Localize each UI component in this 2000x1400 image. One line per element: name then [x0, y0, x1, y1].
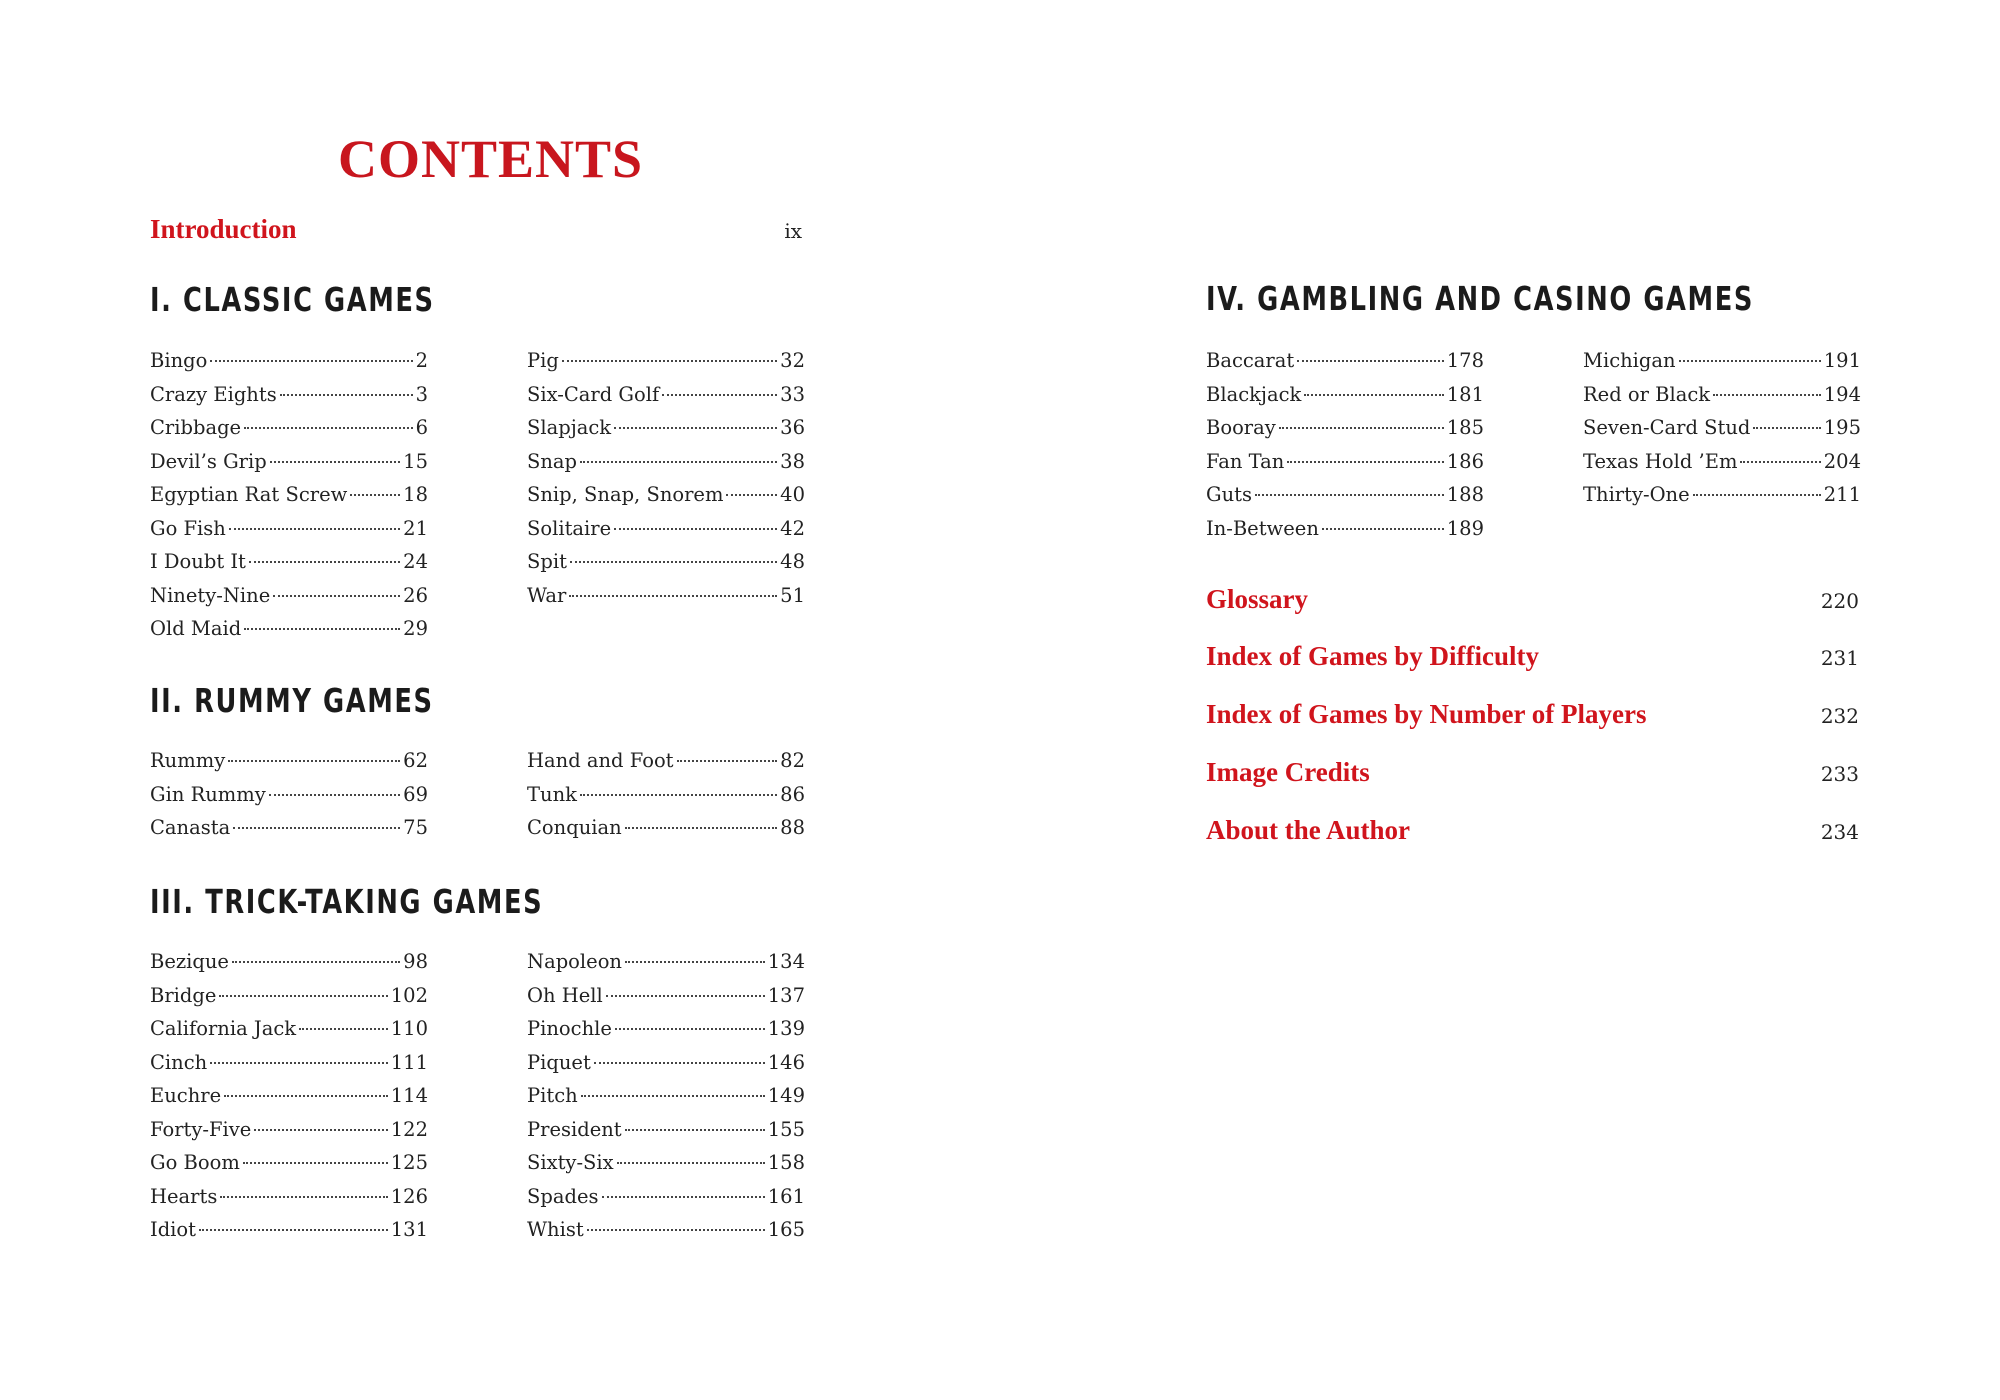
dot-leader [602, 1196, 765, 1198]
dot-leader [224, 1095, 388, 1097]
toc-entry-page: 125 [390, 1151, 428, 1174]
back-matter-page: 233 [1820, 762, 1859, 786]
toc-entry[interactable] [1583, 483, 1861, 517]
dot-leader [587, 1229, 765, 1231]
classic-games-column-2 [527, 349, 805, 617]
dot-leader [244, 427, 412, 429]
toc-entry-page: 33 [780, 382, 805, 406]
toc-entry-page: 158 [767, 1151, 805, 1174]
toc-entry-name: Slapjack [527, 416, 612, 439]
toc-entry[interactable] [150, 1218, 428, 1252]
toc-entry-page: 211 [1823, 483, 1861, 506]
dot-leader [625, 1129, 765, 1131]
back-matter-label: Index of Games by Number of Players [1206, 699, 1647, 729]
dot-leader [1322, 528, 1444, 530]
toc-entry-name: Whist [527, 1218, 584, 1241]
toc-entry[interactable] [150, 1118, 428, 1152]
toc-entry[interactable] [150, 416, 428, 450]
toc-entry-page: 134 [767, 950, 805, 973]
trick-taking-games-column-2 [527, 950, 805, 1252]
dot-leader [219, 995, 387, 997]
toc-entry-name: Napoleon [527, 950, 622, 973]
dot-leader [233, 827, 400, 829]
dot-leader [580, 794, 777, 796]
toc-index-by-players[interactable] [1206, 699, 1859, 730]
dot-leader [232, 961, 400, 963]
dot-leader [220, 1196, 387, 1198]
dot-leader [270, 461, 400, 463]
toc-entry-page: 110 [390, 1017, 428, 1040]
toc-entry-page: 42 [780, 516, 805, 540]
toc-entry-page: 181 [1446, 382, 1484, 406]
toc-entry[interactable] [527, 450, 805, 484]
toc-entry-name: Gin Rummy [150, 782, 266, 806]
toc-entry-page: 36 [780, 416, 805, 439]
toc-entry[interactable] [1206, 517, 1484, 551]
toc-entry-page: 185 [1446, 416, 1484, 439]
toc-entry-name: Sixty-Six [527, 1151, 614, 1174]
toc-entry-page: 139 [767, 1017, 805, 1040]
toc-entry[interactable] [1206, 450, 1484, 484]
toc-entry-name: In-Between [1206, 516, 1319, 540]
toc-entry[interactable] [150, 749, 428, 783]
toc-entry[interactable] [1583, 383, 1861, 417]
dot-leader [625, 961, 765, 963]
back-matter-page: 232 [1820, 704, 1859, 728]
dot-leader [580, 461, 777, 463]
toc-entry-name: Euchre [150, 1084, 222, 1107]
dot-leader [1287, 461, 1443, 463]
toc-entry-name: Bezique [150, 950, 229, 973]
back-matter-label: Index of Games by Difficulty [1206, 641, 1539, 671]
toc-entry-name: California Jack [150, 1017, 297, 1040]
toc-entry[interactable] [150, 783, 428, 817]
dot-leader [1679, 360, 1821, 362]
back-matter-page: 220 [1820, 589, 1859, 613]
dot-leader [1753, 427, 1820, 429]
toc-entry-page: 186 [1446, 449, 1484, 473]
dot-leader [570, 561, 777, 563]
toc-entry-page: 24 [403, 550, 428, 573]
toc-entry-page: 102 [390, 983, 428, 1007]
toc-entry-page: 6 [415, 416, 428, 439]
toc-entry-page: 86 [780, 782, 805, 806]
toc-entry[interactable] [150, 383, 428, 417]
toc-entry[interactable] [1206, 383, 1484, 417]
toc-entry-name: Piquet [527, 1050, 591, 1074]
toc-entry-page: 88 [780, 816, 805, 839]
dot-leader [280, 394, 413, 396]
toc-entry[interactable] [1583, 349, 1861, 383]
toc-entry-name: Go Fish [150, 516, 226, 540]
toc-entry-page: 2 [415, 349, 428, 372]
toc-entry-name: Egyptian Rat Screw [150, 483, 348, 506]
rummy-games-column-1 [150, 749, 428, 850]
right-page [1000, 0, 2000, 1400]
toc-about-the-author[interactable] [1206, 815, 1859, 846]
toc-image-credits[interactable] [1206, 757, 1859, 788]
dot-leader [1255, 494, 1444, 496]
toc-entry-name: Hand and Foot [527, 749, 674, 772]
toc-entry-page: 194 [1823, 382, 1861, 406]
toc-entry[interactable] [527, 1051, 805, 1085]
toc-entry[interactable] [150, 1084, 428, 1118]
toc-entry-name: Oh Hell [527, 983, 603, 1007]
dot-leader [210, 1062, 388, 1064]
dot-leader [210, 360, 412, 362]
dot-leader [249, 561, 400, 563]
dot-leader [662, 394, 777, 396]
toc-entry[interactable] [527, 1017, 805, 1051]
dot-leader [269, 794, 400, 796]
toc-entry-name: Seven-Card Stud [1583, 416, 1751, 439]
back-matter-label: About the Author [1206, 815, 1411, 845]
gambling-games-column-2 [1583, 349, 1861, 517]
toc-entry-page: 146 [767, 1050, 805, 1074]
toc-entry[interactable] [1206, 416, 1484, 450]
toc-entry-page: 75 [403, 816, 428, 839]
toc-entry-name: Six-Card Golf [527, 382, 660, 406]
toc-entry-name: Ninety-Nine [150, 583, 271, 607]
toc-entry[interactable] [150, 1017, 428, 1051]
dot-leader [1693, 494, 1821, 496]
toc-entry[interactable] [527, 584, 805, 618]
toc-entry[interactable] [527, 1084, 805, 1118]
section-title-gambling-and-casino-games: IV. GAMBLING AND CASINO GAMES [1206, 279, 1754, 318]
toc-entry-page: 62 [403, 749, 428, 772]
toc-entry-name: Crazy Eights [150, 382, 277, 406]
toc-introduction[interactable] [150, 214, 802, 245]
rummy-games-column-2 [527, 749, 805, 850]
dot-leader [199, 1229, 388, 1231]
toc-entry-page: 149 [767, 1084, 805, 1107]
toc-entry[interactable] [1583, 450, 1861, 484]
dot-leader [677, 760, 778, 762]
dot-leader [617, 1162, 765, 1164]
dot-leader [254, 1129, 387, 1131]
toc-entry-name: Devil’s Grip [150, 449, 267, 473]
toc-entry[interactable] [527, 816, 805, 850]
toc-glossary[interactable] [1206, 584, 1859, 615]
toc-entry-name: Texas Hold ’Em [1583, 449, 1738, 473]
dot-leader [1279, 427, 1444, 429]
toc-entry[interactable] [150, 950, 428, 984]
toc-entry[interactable] [527, 517, 805, 551]
dot-leader [229, 528, 400, 530]
toc-entry-name: Canasta [150, 816, 231, 839]
dot-leader [625, 827, 777, 829]
toc-entry-page: 188 [1446, 483, 1484, 506]
toc-entry-name: Red or Black [1583, 382, 1711, 406]
toc-entry[interactable] [527, 783, 805, 817]
toc-entry[interactable] [150, 550, 428, 584]
toc-entry[interactable] [527, 383, 805, 417]
gambling-games-column-1 [1206, 349, 1484, 550]
toc-entry-page: 161 [767, 1184, 805, 1208]
dot-leader [726, 494, 777, 496]
dot-leader [1297, 360, 1444, 362]
trick-taking-games-column-1 [150, 950, 428, 1252]
toc-entry-name: Conquian [527, 816, 622, 839]
toc-entry-name: War [527, 583, 567, 607]
toc-entry-name: Guts [1206, 483, 1252, 506]
toc-entry-page: 178 [1446, 349, 1484, 372]
toc-entry[interactable] [150, 584, 428, 618]
toc-entry-page: 38 [780, 449, 805, 473]
toc-entry-name: Forty-Five [150, 1117, 252, 1141]
dot-leader [581, 1095, 765, 1097]
dot-leader [594, 1062, 765, 1064]
toc-entry[interactable] [527, 416, 805, 450]
toc-entry[interactable] [150, 816, 428, 850]
section-title-trick-taking-games: III. TRICK-TAKING GAMES [150, 882, 544, 921]
toc-entry-name: Booray [1206, 416, 1276, 439]
dot-leader [1740, 461, 1820, 463]
toc-entry-name: Go Boom [150, 1151, 240, 1174]
toc-entry[interactable] [527, 1185, 805, 1219]
dot-leader [569, 595, 777, 597]
toc-entry-page: 111 [390, 1050, 428, 1074]
dot-leader [350, 494, 400, 496]
toc-entry-page: 155 [767, 1117, 805, 1141]
toc-entry-name: Solitaire [527, 516, 612, 540]
toc-entry[interactable] [1583, 416, 1861, 450]
back-matter-page: 231 [1820, 646, 1859, 670]
back-matter-page: 234 [1820, 820, 1859, 844]
toc-entry-name: Baccarat [1206, 349, 1295, 372]
toc-entry[interactable] [527, 1218, 805, 1252]
introduction-page: ix [784, 219, 802, 243]
toc-entry-name: Rummy [150, 749, 226, 772]
toc-entry[interactable] [1206, 349, 1484, 383]
classic-games-column-1 [150, 349, 428, 651]
toc-entry-page: 3 [415, 382, 428, 406]
toc-entry[interactable] [150, 1185, 428, 1219]
toc-index-by-difficulty[interactable] [1206, 641, 1859, 672]
toc-entry-name: Idiot [150, 1218, 196, 1241]
toc-entry[interactable] [527, 483, 805, 517]
toc-entry-page: 126 [390, 1184, 428, 1208]
dot-leader [299, 1028, 388, 1030]
toc-entry[interactable] [1206, 483, 1484, 517]
toc-entry-name: Hearts [150, 1184, 218, 1208]
dot-leader [1304, 394, 1443, 396]
toc-entry-page: 40 [780, 483, 805, 506]
toc-entry-name: Pitch [527, 1084, 578, 1107]
dot-leader [243, 1162, 388, 1164]
dot-leader [244, 628, 400, 630]
toc-entry[interactable] [527, 749, 805, 783]
toc-entry-page: 114 [390, 1084, 428, 1107]
toc-entry[interactable] [527, 950, 805, 984]
dot-leader [614, 528, 777, 530]
toc-entry-page: 165 [767, 1218, 805, 1241]
toc-entry[interactable] [150, 1151, 428, 1185]
back-matter-label: Image Credits [1206, 757, 1370, 787]
dot-leader [606, 995, 765, 997]
toc-entry-name: I Doubt It [150, 550, 246, 573]
section-title-rummy-games: II. RUMMY GAMES [150, 681, 434, 720]
toc-entry[interactable] [150, 450, 428, 484]
toc-entry-page: 137 [767, 983, 805, 1007]
toc-entry-page: 26 [403, 583, 428, 607]
toc-entry-name: Old Maid [150, 617, 242, 640]
dot-leader [615, 1028, 765, 1030]
toc-entry-name: Snip, Snap, Snorem [527, 483, 724, 506]
toc-entry-name: Cinch [150, 1050, 208, 1074]
toc-entry-name: Pinochle [527, 1017, 612, 1040]
toc-entry[interactable] [527, 984, 805, 1018]
back-matter-label: Glossary [1206, 584, 1309, 614]
toc-entry-page: 69 [403, 782, 428, 806]
toc-entry-page: 82 [780, 749, 805, 772]
toc-entry[interactable] [150, 984, 428, 1018]
toc-entry-name: Snap [527, 449, 578, 473]
dot-leader [1713, 394, 1821, 396]
toc-entry[interactable] [527, 1151, 805, 1185]
toc-entry-name: President [527, 1117, 622, 1141]
toc-entry[interactable] [150, 1051, 428, 1085]
introduction-label: Introduction [150, 214, 297, 244]
toc-entry-name: Blackjack [1206, 382, 1302, 406]
dot-leader [562, 360, 777, 362]
toc-entry-page: 48 [780, 550, 805, 573]
toc-entry-page: 191 [1823, 349, 1861, 372]
toc-entry-page: 98 [403, 950, 428, 973]
toc-entry[interactable] [150, 517, 428, 551]
toc-entry-name: Michigan [1583, 349, 1676, 372]
dot-leader [228, 760, 400, 762]
toc-entry-page: 131 [390, 1218, 428, 1241]
toc-entry[interactable] [150, 483, 428, 517]
toc-entry-name: Bridge [150, 983, 217, 1007]
toc-entry[interactable] [150, 349, 428, 383]
toc-entry-page: 21 [403, 516, 428, 540]
section-title-classic-games: I. CLASSIC GAMES [150, 280, 435, 319]
toc-entry-page: 15 [403, 449, 428, 473]
toc-entry-page: 189 [1446, 516, 1484, 540]
toc-entry-name: Spades [527, 1184, 599, 1208]
toc-entry-name: Fan Tan [1206, 449, 1285, 473]
dot-leader [273, 595, 400, 597]
toc-entry-page: 32 [780, 349, 805, 372]
toc-entry[interactable] [527, 550, 805, 584]
toc-entry-name: Pig [527, 349, 559, 372]
toc-entry[interactable] [150, 617, 428, 651]
toc-entry-page: 122 [390, 1117, 428, 1141]
toc-entry-name: Thirty-One [1583, 483, 1690, 506]
toc-entry-name: Spit [527, 550, 567, 573]
toc-entry-name: Bingo [150, 349, 208, 372]
dot-leader [614, 427, 777, 429]
toc-entry-name: Cribbage [150, 416, 242, 439]
toc-entry-page: 51 [780, 583, 805, 607]
toc-entry-page: 18 [403, 483, 428, 506]
toc-entry[interactable] [527, 1118, 805, 1152]
page-title: CONTENTS [338, 129, 644, 189]
toc-entry[interactable] [527, 349, 805, 383]
toc-entry-page: 29 [403, 617, 428, 640]
toc-entry-page: 195 [1823, 416, 1861, 439]
toc-entry-page: 204 [1823, 449, 1861, 473]
toc-entry-name: Tunk [527, 782, 577, 806]
